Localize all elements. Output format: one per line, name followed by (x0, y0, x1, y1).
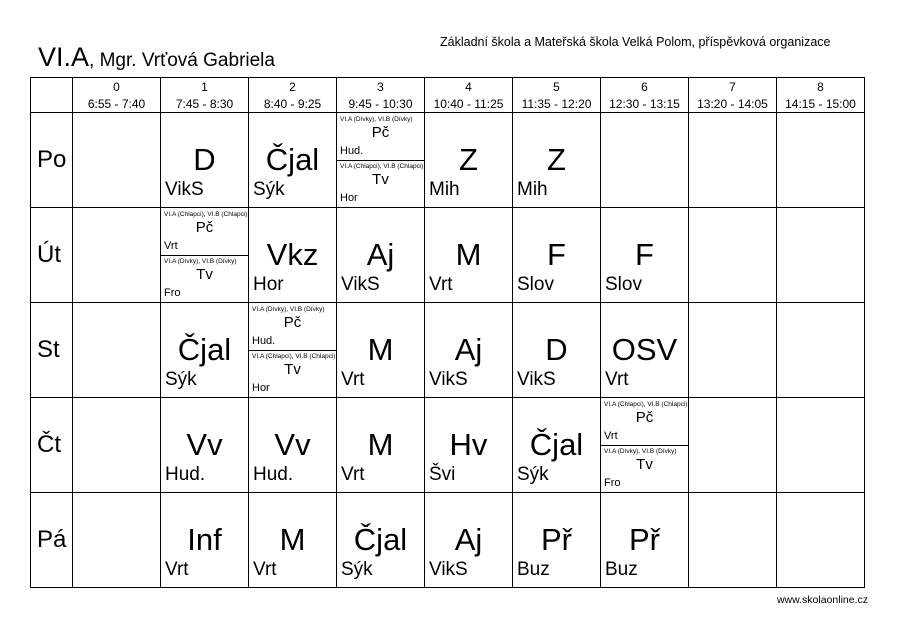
lesson-subject: Aj (454, 332, 483, 367)
lesson-cell (161, 398, 249, 493)
empty-cell (601, 113, 689, 208)
lesson-subject: Pč (195, 219, 214, 236)
empty-cell (73, 493, 161, 588)
lesson-subject: F (547, 237, 566, 272)
timetable-title (38, 44, 275, 71)
lesson-subject: Aj (454, 522, 483, 557)
lesson-cell (425, 208, 513, 303)
period-number: 6 (601, 78, 689, 96)
empty-cell (777, 113, 865, 208)
period-time-row (31, 95, 865, 113)
lesson-teacher: Hor (252, 382, 270, 394)
period-time: 6:55 - 7:40 (73, 95, 161, 113)
lesson-cell (249, 493, 337, 588)
period-time: 13:20 - 14:05 (689, 95, 777, 113)
lesson-subject: Čjal (353, 522, 408, 557)
lesson (513, 113, 600, 207)
group-lesson (601, 398, 688, 446)
lesson-cell (161, 303, 249, 398)
lesson-subject: Vv (186, 427, 223, 462)
lesson-teacher: Sýk (253, 179, 285, 200)
lesson (249, 493, 336, 587)
lesson-cell (513, 208, 601, 303)
lesson-cell (337, 493, 425, 588)
lesson-subject: Př (541, 522, 572, 557)
lesson-teacher: Buz (605, 559, 638, 580)
group-lesson (337, 160, 424, 207)
lesson-subject: F (635, 237, 654, 272)
lesson (425, 113, 512, 207)
group-label: VI.A (Chlapci), VI.B (Chlapci) (604, 401, 688, 408)
class-teacher: , Mgr. Vrťová Gabriela (89, 50, 275, 71)
lesson-teacher: Fro (164, 287, 181, 299)
corner-cell (31, 95, 73, 113)
period-number: 4 (425, 78, 513, 96)
period-time: 14:15 - 15:00 (777, 95, 865, 113)
lesson-cell (601, 208, 689, 303)
lesson-subject: Čjal (529, 427, 584, 462)
split-lesson (601, 398, 688, 492)
lesson-cell (249, 113, 337, 208)
lesson-teacher: Sýk (517, 464, 549, 485)
lesson-teacher: Švi (429, 464, 456, 485)
lesson (513, 493, 600, 587)
corner-cell (31, 78, 73, 96)
lesson-cell (513, 303, 601, 398)
lesson-cell (337, 303, 425, 398)
group-label: VI.A (Chlapci), VI.B (Chlapci) (164, 211, 248, 218)
lesson (249, 113, 336, 207)
lesson-cell (513, 398, 601, 493)
period-time: 11:35 - 12:20 (513, 95, 601, 113)
lesson-teacher: VikS (429, 559, 468, 580)
lesson-teacher: Fro (604, 477, 621, 489)
empty-cell (689, 303, 777, 398)
day-name: Po (31, 113, 73, 208)
lesson-cell (425, 303, 513, 398)
group-label: VI.A (Dívky), VI.B (Dívky) (164, 258, 237, 265)
lesson-teacher: Hud. (252, 335, 276, 347)
group-label: VI.A (Dívky), VI.B (Dívky) (604, 448, 677, 455)
lesson-cell (425, 113, 513, 208)
period-time: 8:40 - 9:25 (249, 95, 337, 113)
day-name: St (31, 303, 73, 398)
lesson (513, 398, 600, 492)
lesson-cell (337, 398, 425, 493)
lesson-teacher: Mih (517, 179, 548, 200)
lesson-teacher: Vrt (165, 559, 189, 580)
school-name: Základní škola a Mateřská škola Velká Polom, příspěvková organizace (440, 35, 831, 49)
period-number: 7 (689, 78, 777, 96)
timetable (30, 77, 865, 588)
lesson-cell (161, 493, 249, 588)
period-number: 0 (73, 78, 161, 96)
lesson-subject: Z (547, 142, 566, 177)
day-row (31, 398, 865, 493)
day-row (31, 113, 865, 208)
lesson-teacher: Vrt (164, 240, 178, 252)
group-lesson (161, 255, 248, 302)
lesson (161, 113, 248, 207)
empty-cell (777, 493, 865, 588)
lesson-cell (337, 113, 425, 208)
empty-cell (777, 398, 865, 493)
period-time: 9:45 - 10:30 (337, 95, 425, 113)
lesson-subject: M (455, 237, 482, 272)
lesson-teacher: Vrt (253, 559, 277, 580)
empty-cell (73, 398, 161, 493)
lesson-cell (249, 208, 337, 303)
lesson-cell (337, 208, 425, 303)
lesson-subject: Čjal (265, 142, 320, 177)
day-name: Pá (31, 493, 73, 588)
lesson (425, 398, 512, 492)
lesson-teacher: Vrt (341, 464, 365, 485)
lesson-cell (513, 113, 601, 208)
lesson-subject: M (367, 332, 394, 367)
period-number: 1 (161, 78, 249, 96)
split-lesson (337, 113, 424, 207)
lesson (337, 303, 424, 397)
lesson-subject: Pč (283, 314, 302, 331)
lesson-teacher: Hud. (165, 464, 206, 485)
period-time: 12:30 - 13:15 (601, 95, 689, 113)
lesson (425, 208, 512, 302)
group-label: VI.A (Chlapci), VI.B (Chlapci) (252, 353, 336, 360)
lesson-teacher: Vrt (341, 369, 365, 390)
period-number: 2 (249, 78, 337, 96)
split-lesson (161, 208, 248, 302)
lesson-cell (249, 398, 337, 493)
lesson-cell (513, 493, 601, 588)
lesson-subject: Inf (187, 522, 222, 557)
group-lesson (249, 303, 336, 351)
lesson-teacher: Buz (517, 559, 550, 580)
lesson (161, 493, 248, 587)
lesson (249, 208, 336, 302)
lesson (601, 208, 688, 302)
lesson-subject: Pč (635, 409, 654, 426)
lesson-teacher: VikS (165, 179, 204, 200)
lesson-cell (161, 208, 249, 303)
day-row (31, 208, 865, 303)
lesson-teacher: Slov (605, 274, 642, 295)
lesson-teacher: Hud. (253, 464, 294, 485)
lesson-subject: D (193, 142, 216, 177)
split-lesson (249, 303, 336, 397)
lesson-teacher: Slov (517, 274, 554, 295)
lesson-teacher: Hud. (340, 145, 364, 157)
empty-cell (73, 208, 161, 303)
lesson-cell (601, 493, 689, 588)
lesson-subject: Tv (196, 266, 213, 283)
day-row (31, 303, 865, 398)
lesson-subject: Př (629, 522, 660, 557)
lesson (601, 303, 688, 397)
lesson (249, 398, 336, 492)
empty-cell (689, 113, 777, 208)
lesson (425, 303, 512, 397)
lesson-subject: M (279, 522, 306, 557)
empty-cell (689, 493, 777, 588)
lesson (513, 208, 600, 302)
group-lesson (601, 445, 688, 492)
period-number-row (31, 78, 865, 96)
group-lesson (249, 350, 336, 397)
lesson-teacher: Mih (429, 179, 460, 200)
lesson-subject: Pč (371, 124, 390, 141)
group-label: VI.A (Dívky), VI.B (Dívky) (340, 116, 413, 123)
lesson (425, 493, 512, 587)
lesson-subject: Čjal (177, 332, 232, 367)
empty-cell (777, 208, 865, 303)
period-number: 5 (513, 78, 601, 96)
empty-cell (777, 303, 865, 398)
lesson-teacher: Vrt (604, 430, 618, 442)
period-number: 3 (337, 78, 425, 96)
day-row (31, 493, 865, 588)
lesson-subject: Z (459, 142, 478, 177)
lesson-teacher: VikS (429, 369, 468, 390)
empty-cell (73, 113, 161, 208)
lesson-teacher: Vrt (605, 369, 629, 390)
day-name: Čt (31, 398, 73, 493)
class-name: VI.A (38, 42, 90, 72)
lesson (337, 208, 424, 302)
day-name: Út (31, 208, 73, 303)
lesson-teacher: VikS (341, 274, 380, 295)
lesson-cell (161, 113, 249, 208)
lesson (337, 398, 424, 492)
lesson-subject: Tv (284, 361, 301, 378)
lesson (513, 303, 600, 397)
group-lesson (161, 208, 248, 256)
lesson-cell (601, 398, 689, 493)
lesson-teacher: Sýk (341, 559, 373, 580)
lesson-teacher: Sýk (165, 369, 197, 390)
lesson-subject: Tv (636, 456, 653, 473)
lesson-cell (601, 303, 689, 398)
empty-cell (73, 303, 161, 398)
empty-cell (689, 208, 777, 303)
group-lesson (337, 113, 424, 161)
lesson (161, 303, 248, 397)
lesson-teacher: Hor (253, 274, 284, 295)
lesson (161, 398, 248, 492)
lesson-teacher: Vrt (429, 274, 453, 295)
lesson-subject: Aj (366, 237, 395, 272)
lesson (337, 493, 424, 587)
lesson (601, 493, 688, 587)
group-label: VI.A (Chlapci), VI.B (Chlapci) (340, 163, 424, 170)
lesson-subject: D (545, 332, 568, 367)
lesson-teacher: VikS (517, 369, 556, 390)
lesson-teacher: Hor (340, 192, 358, 204)
lesson-subject: Vkz (266, 237, 319, 272)
group-label: VI.A (Dívky), VI.B (Dívky) (252, 306, 325, 313)
lesson-cell (425, 398, 513, 493)
empty-cell (689, 398, 777, 493)
lesson-cell (425, 493, 513, 588)
lesson-subject: M (367, 427, 394, 462)
lesson-subject: Tv (372, 171, 389, 188)
period-number: 8 (777, 78, 865, 96)
period-time: 10:40 - 11:25 (425, 95, 513, 113)
lesson-subject: Vv (274, 427, 311, 462)
footer-url: www.skolaonline.cz (776, 594, 868, 606)
period-time: 7:45 - 8:30 (161, 95, 249, 113)
lesson-subject: Hv (449, 427, 488, 462)
lesson-cell (249, 303, 337, 398)
lesson-subject: OSV (611, 332, 678, 367)
